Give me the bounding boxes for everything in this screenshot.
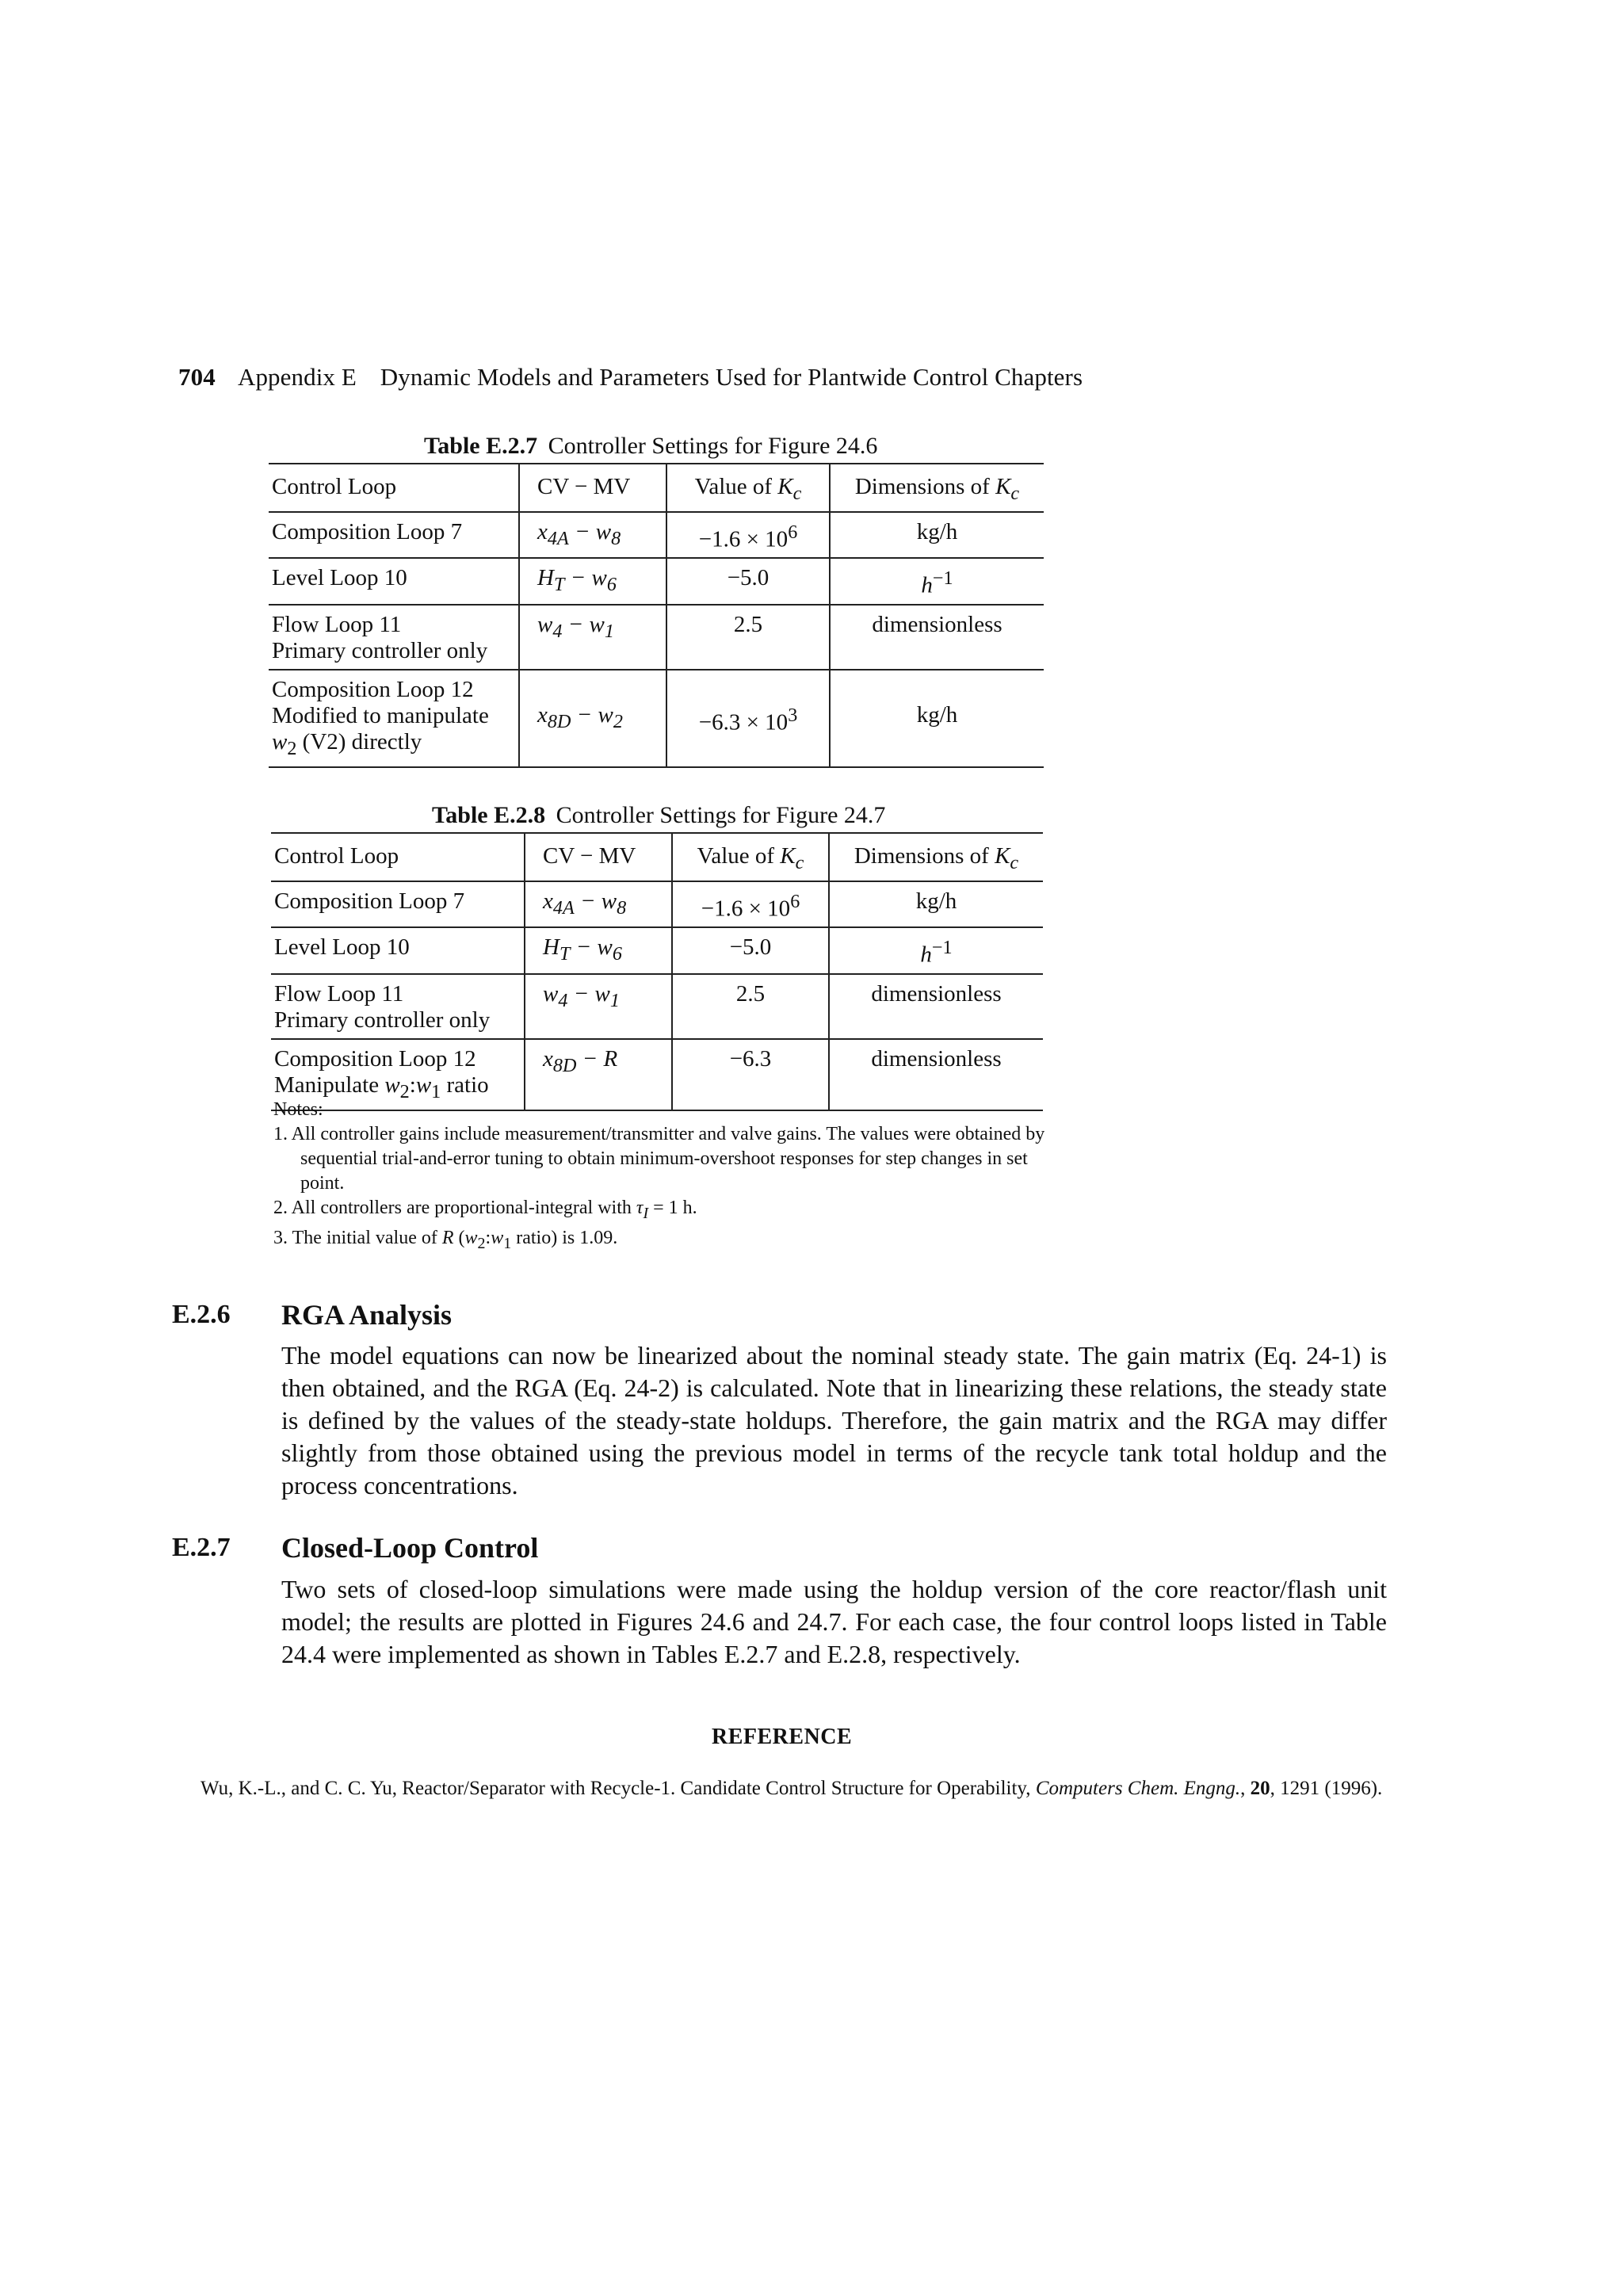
table1-r1-cvmv: $x_{4A} - w_8$ (519, 512, 666, 559)
header-appendix: Appendix E (237, 363, 357, 391)
table-row (269, 670, 1044, 767)
table1-r3-loop-line1: Flow Loop 11 (272, 612, 402, 638)
table2-header-dim: Dimensions of $K_c$ (829, 833, 1043, 881)
table2-header-value: Value of $K_c$ (672, 833, 829, 881)
page-number: 704 (178, 363, 216, 391)
table1-r2-dim: $h^{-1}$ (830, 558, 1044, 605)
table2-r3-loop (271, 974, 525, 1039)
table1-header-value: Value of $K_c$ (666, 464, 830, 512)
table2-r3-loop-line1: Flow Loop 11 (274, 981, 404, 1007)
table1-header-cvmv: CV − MV (519, 464, 666, 512)
table2-r4-cvmv: $x_{8D} - R$ (525, 1039, 672, 1110)
table1-caption-text: Controller Settings for Figure 24.6 (548, 433, 878, 459)
table2-r3-cvmv: $w_4 - w_1$ (525, 974, 672, 1039)
table1-r3-loop-line2: Primary controller only (272, 638, 488, 664)
section-closed-body: Two sets of closed-loop simulations were made using the holdup version of the core reactor/flash unit model; the results are plotted in Figures 24.6 and 24.7. For each case, the four control loops listed in Table 24.4 were implemented as shown in Tables E.2.7 and E.2.8, respectively. (281, 1575, 1387, 1668)
table-row (271, 927, 1043, 974)
table-row (271, 974, 1043, 1039)
table1-r4-value: $-6.3 \times 10^3$ (666, 670, 830, 767)
table2-r2-dim: $h^{-1}$ (829, 927, 1043, 974)
table2-r1-value: $-1.6 \times 10^6$ (672, 881, 829, 928)
table1-r1-value: $-1.6 \times 10^6$ (666, 512, 830, 559)
reference-volume: 20 (1250, 1778, 1270, 1799)
header-title: Dynamic Models and Parameters Used for Plantwide Control Chapters (380, 363, 1083, 391)
section-rga-number: E.2.6 (172, 1300, 231, 1329)
table-row (269, 605, 1044, 670)
table1-header-loop: Control Loop (269, 464, 519, 512)
table-row (269, 512, 1044, 559)
reference-journal: Computers Chem. Engng. (1035, 1778, 1241, 1799)
table2-r3-dim: dimensionless (829, 974, 1043, 1039)
reference-pages: 1291 (1996). (1280, 1778, 1383, 1799)
table1-r4-loop-line2: Modified to manipulate (272, 703, 489, 729)
table1-r1-dim: kg/h (830, 512, 1044, 559)
section-closed-title: Closed-Loop Control (281, 1532, 539, 1564)
table-row (269, 558, 1044, 605)
table2-r3-loop-line2: Primary controller only (274, 1007, 491, 1033)
note-2: 2. All controllers are proportional-integral with $\tau_I = 1$ h. (273, 1198, 697, 1222)
table1 (269, 463, 1044, 768)
reference-authors: Wu, K.-L., and C. C. Yu, Reactor/Separator with Recycle-1. Candidate Control Structure for Operability, (200, 1778, 1031, 1799)
table1-r4-loop-line3: $w_2$ (V2) directly (272, 729, 422, 759)
table2-r1-dim: kg/h (829, 881, 1043, 928)
table1-header-dim: Dimensions of $K_c$ (830, 464, 1044, 512)
table2-caption-text: Controller Settings for Figure 24.7 (556, 802, 886, 828)
table1-r4-loop-line1: Composition Loop 12 (272, 677, 474, 703)
table1-r2-loop: Level Loop 10 (269, 558, 519, 605)
table1-r3-dim: dimensionless (830, 605, 1044, 670)
table2-r2-value: −5.0 (672, 927, 829, 974)
table2-label: Table E.2.8 (432, 802, 546, 828)
table1-r1-loop: Composition Loop 7 (269, 512, 519, 559)
note-1: 1. All controller gains include measurement/transmitter and valve gains. The values were obtained by sequential trial-and-error tuning to obtain minimum-overshoot responses for step changes in set point. (273, 1124, 1045, 1194)
reference-text: Wu, K.-L., and C. C. Yu, Reactor/Separator with Recycle-1. Candidate Control Structure for Operability, Computers Chem. Engng., 20, 1291 (1996). (200, 1778, 1383, 1799)
table2-header-cvmv: CV − MV (525, 833, 672, 881)
notes-heading: Notes: (273, 1099, 323, 1120)
table1-caption (424, 433, 877, 460)
table2-r4-value: −6.3 (672, 1039, 829, 1110)
table2-header-row (271, 833, 1043, 881)
table1-r3-cvmv: $w_4 - w_1$ (519, 605, 666, 670)
page-header (178, 363, 1083, 392)
section-closed-number: E.2.7 (172, 1533, 231, 1562)
reference-entry (200, 1775, 1389, 1801)
section-rga-body: The model equations can now be linearized about the nominal steady state. The gain matrix (Eq. 24-1) is then obtained, and the RGA (Eq. 24-2) is calculated. Note that in linearizing these relations, the steady state is defined by the values of the steady-state holdups. Therefore, the gain matrix and the RGA may differ slightly from those obtained using the previous model in terms of the recycle tank total holdup and the process concentrations. (281, 1341, 1387, 1499)
table2-r4-dim: dimensionless (829, 1039, 1043, 1110)
reference-heading: REFERENCE (712, 1725, 853, 1749)
table2-r4-loop-line2: Manipulate $w_2:w_1$ ratio (274, 1072, 489, 1102)
table1-label: Table E.2.7 (424, 433, 538, 459)
table2-r2-cvmv: $H_T - w_6$ (525, 927, 672, 974)
table1-r2-cvmv: $H_T - w_6$ (519, 558, 666, 605)
table2-r4-loop-line1: Composition Loop 12 (274, 1046, 476, 1072)
table2 (271, 832, 1043, 1111)
table2-r2-loop: Level Loop 10 (271, 927, 525, 974)
table1-r3-value: 2.5 (666, 605, 830, 670)
table2-r1-loop: Composition Loop 7 (271, 881, 525, 928)
table1-r2-value: −5.0 (666, 558, 830, 605)
section-rga-title: RGA Analysis (281, 1299, 453, 1331)
table2-caption (432, 802, 885, 829)
table1-r4-cvmv: $x_{8D} - w_2$ (519, 670, 666, 767)
table-notes (273, 1098, 1066, 1256)
table1-r3-loop (269, 605, 519, 670)
table1-header-row (269, 464, 1044, 512)
table-row (271, 881, 1043, 928)
note-3: 3. The initial value of R ($w_2:w_1$ ratio) is 1.09. (273, 1227, 618, 1252)
table2-r1-cvmv: $x_{4A} - w_8$ (525, 881, 672, 928)
table2-r3-value: 2.5 (672, 974, 829, 1039)
table2-header-loop: Control Loop (271, 833, 525, 881)
table1-r4-dim: kg/h (830, 670, 1044, 767)
table1-r4-loop (269, 670, 519, 767)
